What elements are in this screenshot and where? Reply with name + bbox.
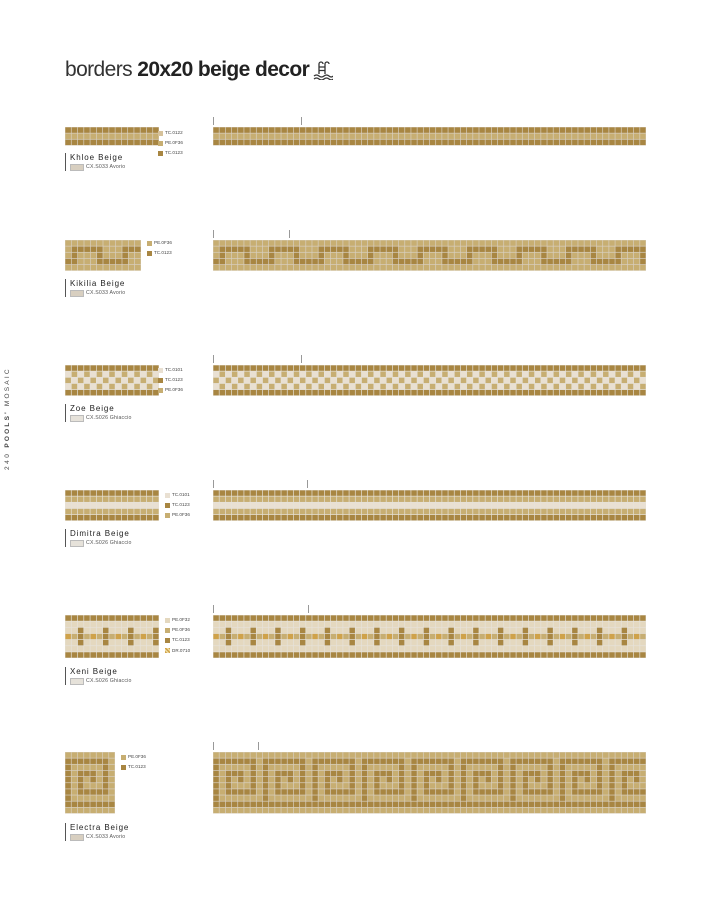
dimension-tick [301,355,302,363]
color-code: TC.0123 [165,377,183,383]
legend-item [147,248,172,258]
color-legend [165,490,190,521]
color-code: TC.0122 [165,130,183,135]
dimension-tick [289,230,290,238]
grout-info [70,539,132,547]
product-name [65,823,129,841]
product-name [65,279,125,297]
grout-code: CX.S033 Avorio [86,834,126,840]
grout-code: CX.S033 Avorio [86,164,126,170]
legend-item [158,375,183,385]
border-strip [213,365,646,396]
border-strip [213,490,646,521]
color-code: PE.0F36 [172,627,190,633]
color-swatch [158,151,163,156]
tile-sample [65,127,159,146]
legend-item [165,510,190,520]
grout-code: CX.S026 Ghiaccio [86,540,132,546]
side-label-bold: POOLS' [4,410,11,448]
color-swatch [147,241,152,246]
legend-item [165,635,190,645]
color-swatch [165,638,170,643]
title-light: borders [65,58,133,81]
grout-info [70,163,125,171]
grout-swatch [70,290,84,297]
legend-item [158,365,183,375]
grout-code: CX.S026 Ghiaccio [86,678,132,684]
product-title: Khloe Beige [70,153,124,162]
legend-item [165,490,190,500]
color-code: TC.0101 [165,367,183,372]
color-legend [121,752,146,772]
legend-item [165,646,190,656]
legend-item [121,752,146,762]
grout-swatch [70,678,84,685]
dimension-tick [213,117,214,125]
legend-item [121,762,146,772]
grout-swatch [70,415,84,422]
color-legend [165,615,190,656]
dimension-tick [213,355,214,363]
product-title: Dimitra Beige [70,529,130,538]
color-swatch [165,618,170,623]
color-swatch [165,513,170,518]
grout-swatch [70,540,84,547]
color-code: TC.0123 [165,150,183,156]
dimension-tick [301,117,302,125]
page-number: 240 [4,451,11,470]
tile-sample [65,752,115,814]
color-swatch [158,388,163,393]
side-label-text: MOSAIC [4,367,11,407]
legend-item [147,238,172,248]
color-code: PE.0F36 [165,140,183,146]
color-legend [158,365,183,396]
dimension-tick [307,480,308,488]
product-name [65,667,132,685]
product-name [65,404,132,422]
color-code: TC.0123 [172,637,190,643]
dimension-tick [258,742,259,750]
grout-info [70,833,129,841]
legend-item [165,500,190,510]
color-code: PE.0F36 [154,240,172,245]
color-swatch [165,493,170,498]
grout-info [70,289,125,297]
border-strip [213,752,646,814]
color-code: TC.0123 [154,250,172,256]
tile-sample [65,365,159,396]
product-title: Zoe Beige [70,404,115,413]
dimension-tick [213,605,214,613]
color-swatch [147,251,152,256]
grout-info [70,677,132,685]
border-strip [213,615,646,658]
legend-item [158,128,183,138]
legend-item [158,138,183,148]
product-title: Electra Beige [70,823,130,832]
color-code: TC.0123 [128,764,146,770]
dimension-tick [308,605,309,613]
grout-swatch [70,164,84,171]
product-name [65,529,132,547]
product-title: Kikilia Beige [70,279,126,288]
color-swatch [158,131,163,136]
side-label [4,367,11,470]
color-swatch [165,503,170,508]
grout-code: CX.S033 Avorio [86,290,126,296]
page-title [65,58,309,82]
color-code: PE.0F36 [172,512,190,518]
color-swatch [158,368,163,373]
grout-code: CX.S026 Ghiaccio [86,415,132,421]
color-code: PE.0F32 [172,617,190,622]
product-title: Xeni Beige [70,667,118,676]
color-code: DR.0710 [172,647,191,653]
title-bold: 20x20 beige decor [137,58,310,81]
dimension-tick [213,230,214,238]
pool-ladder-icon [313,60,333,80]
dimension-tick [213,742,214,750]
border-strip [213,240,646,271]
color-code: PE.0F36 [165,387,183,393]
legend-item [158,148,183,158]
border-strip [213,127,646,146]
color-swatch [165,648,170,653]
legend-item [158,385,183,395]
tile-sample [65,615,159,658]
grout-info [70,414,132,422]
color-code: TC.0123 [172,502,190,508]
color-swatch [165,628,170,633]
color-code: PE.0F36 [128,754,146,759]
dimension-tick [213,480,214,488]
tile-sample [65,490,159,521]
color-code: TC.0101 [172,492,190,497]
color-swatch [158,141,163,146]
legend-item [165,615,190,625]
color-legend [147,238,172,258]
legend-item [165,625,190,635]
color-swatch [158,378,163,383]
color-swatch [121,765,126,770]
grout-swatch [70,834,84,841]
color-swatch [121,755,126,760]
tile-sample [65,240,141,271]
color-legend [158,128,183,159]
product-name [65,153,125,171]
